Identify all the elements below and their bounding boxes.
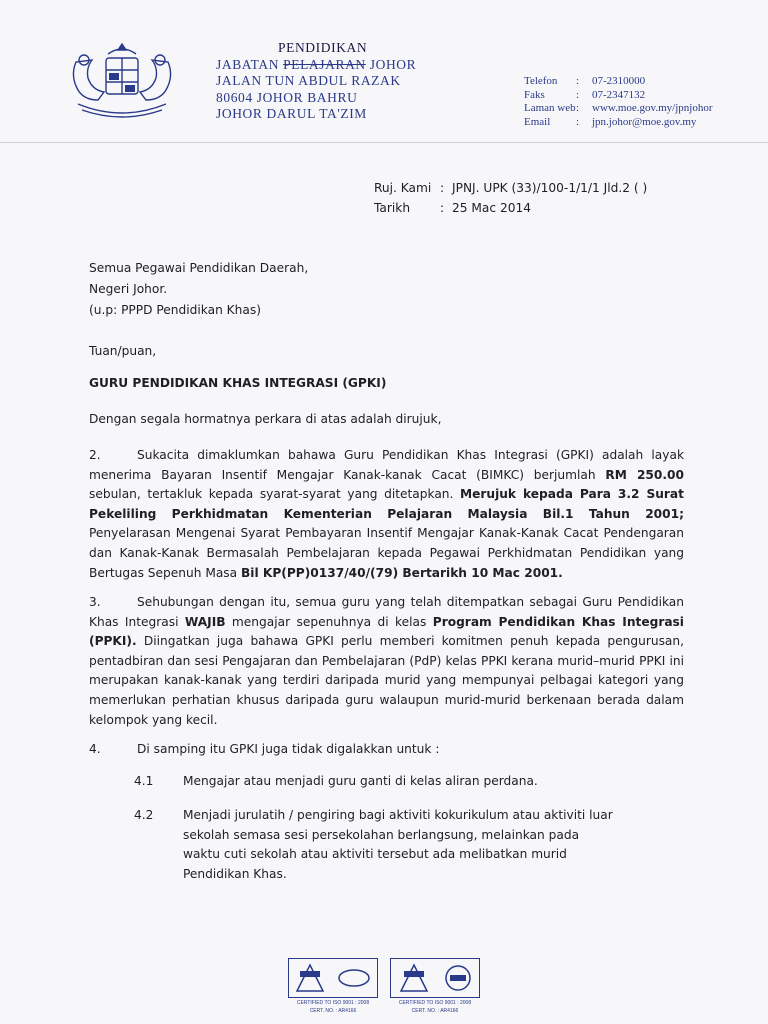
intro-line: Dengan segala hormatnya perkara di atas adalah dirujuk, <box>89 412 442 426</box>
iqnet-logo <box>444 964 472 992</box>
para-number: 2. <box>89 448 101 462</box>
subject-heading: GURU PENDIDIKAN KHAS INTEGRASI (GPKI) <box>89 376 387 390</box>
para-number: 4. <box>89 742 101 756</box>
letterhead-line2: JALAN TUN ABDUL RAZAK <box>216 73 401 88</box>
quality-system-logo <box>399 963 429 993</box>
letterhead-dept: PENDIDIKAN <box>278 40 368 55</box>
contact-email: Email : jpn.johor@moe.gov.my <box>524 115 697 128</box>
ref-value: JPNJ. UPK (33)/100-1/1/1 Jld.2 ( ) <box>452 181 648 195</box>
iso-certification-badge: CERTIFIED TO ISO 9001 : 2008 CERT. NO. : AR4166 <box>390 958 480 1016</box>
standards-logo <box>337 967 371 989</box>
paragraph-2: 2. Sukacita dimaklumkan bahawa Guru Pendidikan Khas Integrasi (GPKI) adalah layak menerima Bayaran Insentif Mengajar Kanak-kanak Cacat (BIMKC) berjumlah RM 250.00 sebulan, tertakluk kepada syarat-syarat yang ditetapkan. Merujuk kepada Para 3.2 Surat Pekeliling Perkhidmatan Kementerian Pelajaran Malaysia Bil.1 Tahun 2001; Penyelarasan Mengenai Syarat Pembayaran Insentif Mengajar Kanak-Kanak Cacat Pendengaran dan Kanak-Kanak Bermasalah Pembelajaran kepada Pegawai Perkhidmatan Pendidikan yang Bertugas Sepenuh Masa Bil KP(PP)0137/40/(79) Bertarikh 10 Mac 2001. <box>89 448 684 580</box>
iso-certification-badge: CERTIFIED TO ISO 9001 : 2008 CERT. NO. : AR4166 <box>288 958 378 1016</box>
salutation: Tuan/puan, <box>89 344 157 358</box>
coat-of-arms-logo <box>64 40 180 122</box>
contact-website: Laman web : www.moe.gov.my/jpnjohor <box>524 102 713 114</box>
letter-page: PENDIDIKAN JABATAN PELAJARAN JOHOR JALAN TUN ABDUL RAZAK 80604 JOHOR BAHRU JOHOR DARUL TA'ZIM Telefon : 07-2310000 Faks : 07-2347132 Laman web : www.moe.gov.my/jpnjohor Email : jpn.johor@moe.gov.my Ruj. Kami : JPNJ. UPK (33)/100-1/1/1 Jld.2 ( ) Tarikh : 25 Mac 2014 Semua Pegawai Pendidikan Daerah, Negeri Johor. (u.p: PPPD Pendidikan Khas) Tuan/puan, GURU PENDIDIKAN KHAS INTEGRASI (GPKI) Dengan segala hormatnya perkara di atas adalah dirujuk, 2. Sukacita dimaklumkan bahawa Guru Pendidikan Khas Integrasi (GPKI) adalah layak menerima Bayaran Insentif Mengajar Kanak-kanak Cacat (BIMKC) berjumlah RM 250.00 sebulan, tertakluk kepada syarat-syarat yang ditetapkan. Merujuk kepada Para 3.2 Surat Pekeliling Perkhidmatan Kementerian Pelajaran Malaysia Bil.1 Tahun 2001; Penyelarasan Mengenai Syarat Pembayaran Insentif Mengajar Kanak-Kanak Cacat Pendengaran dan Kanak-Kanak Bermasalah Pembelajaran kepada Pegawai Perkhidmatan Pendidikan yang Bertugas Sepenuh Masa Bil KP(PP)0137/40/(79) Bertarikh 10 Mac 2001. 3. Sehubungan dengan itu, semua guru yang telah ditempatkan sebagai Guru Pendidikan Khas Integrasi WAJIB mengajar sepenuhnya di kelas Program Pendidikan Khas Integrasi (PPKI). Diingatkan juga bahawa GPKI perlu memberi komitmen penuh kepada pengurusan, pentadbiran dan sesi Pengajaran dan Pembelajaran (PdP) kelas PPKI kerana murid–murid PPKI ini merupakan kanak-kanak yang terdiri daripada murid yang mempunyai pelbagai kategori yang memerlukan perhatian khusus daripada guru walaupun murid-murid berkenaan berada dalam kelompok yang kecil. 4. Di samping itu GPKI juga tidak digalakkan untuk : 4.1 Mengajar atau menjadi guru ganti di kelas aliran perdana. 4.2 Menjadi jurulatih / pengiring bagi aktiviti kokurikulum atau aktiviti luar sekolah semasa sesi persekolahan berlangsung, melainkan pada waktu cuti sekolah atau aktiviti tersebut ada melibatkan murid Pendidikan Khas. CERTIFIED TO ISO 9001 : 2008 CERT. NO. : AR4166 CERTIFIED TO ISO 9001 : 2008 CERT. NO. : AR4166 <box>0 0 768 1024</box>
letterhead-contact <box>524 75 712 129</box>
letterhead-line1: JABATAN PELAJARAN JOHOR <box>216 56 417 72</box>
contact-fax: Faks : 07-2347132 <box>524 88 646 101</box>
letterhead-divider <box>0 142 768 143</box>
ref-label: Ruj. Kami <box>374 181 432 195</box>
reference-block: Ruj. Kami : JPNJ. UPK (33)/100-1/1/1 Jld.2 ( ) Tarikh : 25 Mac 2014 <box>374 178 647 218</box>
paragraph-3: 3. Sehubungan dengan itu, semua guru yang telah ditempatkan sebagai Guru Pendidikan Khas Integrasi WAJIB mengajar sepenuhnya di kelas Program Pendidikan Khas Integrasi (PPKI). Diingatkan juga bahawa GPKI perlu memberi komitmen penuh kepada pengurusan, pentadbiran dan sesi Pengajaran dan Pembelajaran (PdP) kelas PPKI kerana murid–murid PPKI ini merupakan kanak-kanak yang terdiri daripada murid yang mempunyai pelbagai kategori yang memerlukan perhatian khusus daripada guru walaupun murid-murid berkenaan berada dalam kelompok yang kecil. <box>89 595 684 727</box>
paragraph-4: 4. Di samping itu GPKI juga tidak digalakkan untuk : <box>89 740 684 760</box>
recipient-address: Semua Pegawai Pendidikan Daerah, Negeri Johor. (u.p: PPPD Pendidikan Khas) <box>89 261 309 317</box>
letterhead-line3: 80604 JOHOR BAHRU <box>216 89 358 105</box>
para-number: 3. <box>89 595 101 609</box>
date-label: Tarikh <box>374 201 411 215</box>
letterhead-line4: JOHOR DARUL TA'ZIM <box>216 106 367 121</box>
contact-phone: Telefon : 07-2310000 <box>524 75 646 87</box>
quality-system-logo <box>295 963 325 993</box>
date-value: 25 Mac 2014 <box>452 201 531 215</box>
letterhead-organisation <box>216 40 416 123</box>
